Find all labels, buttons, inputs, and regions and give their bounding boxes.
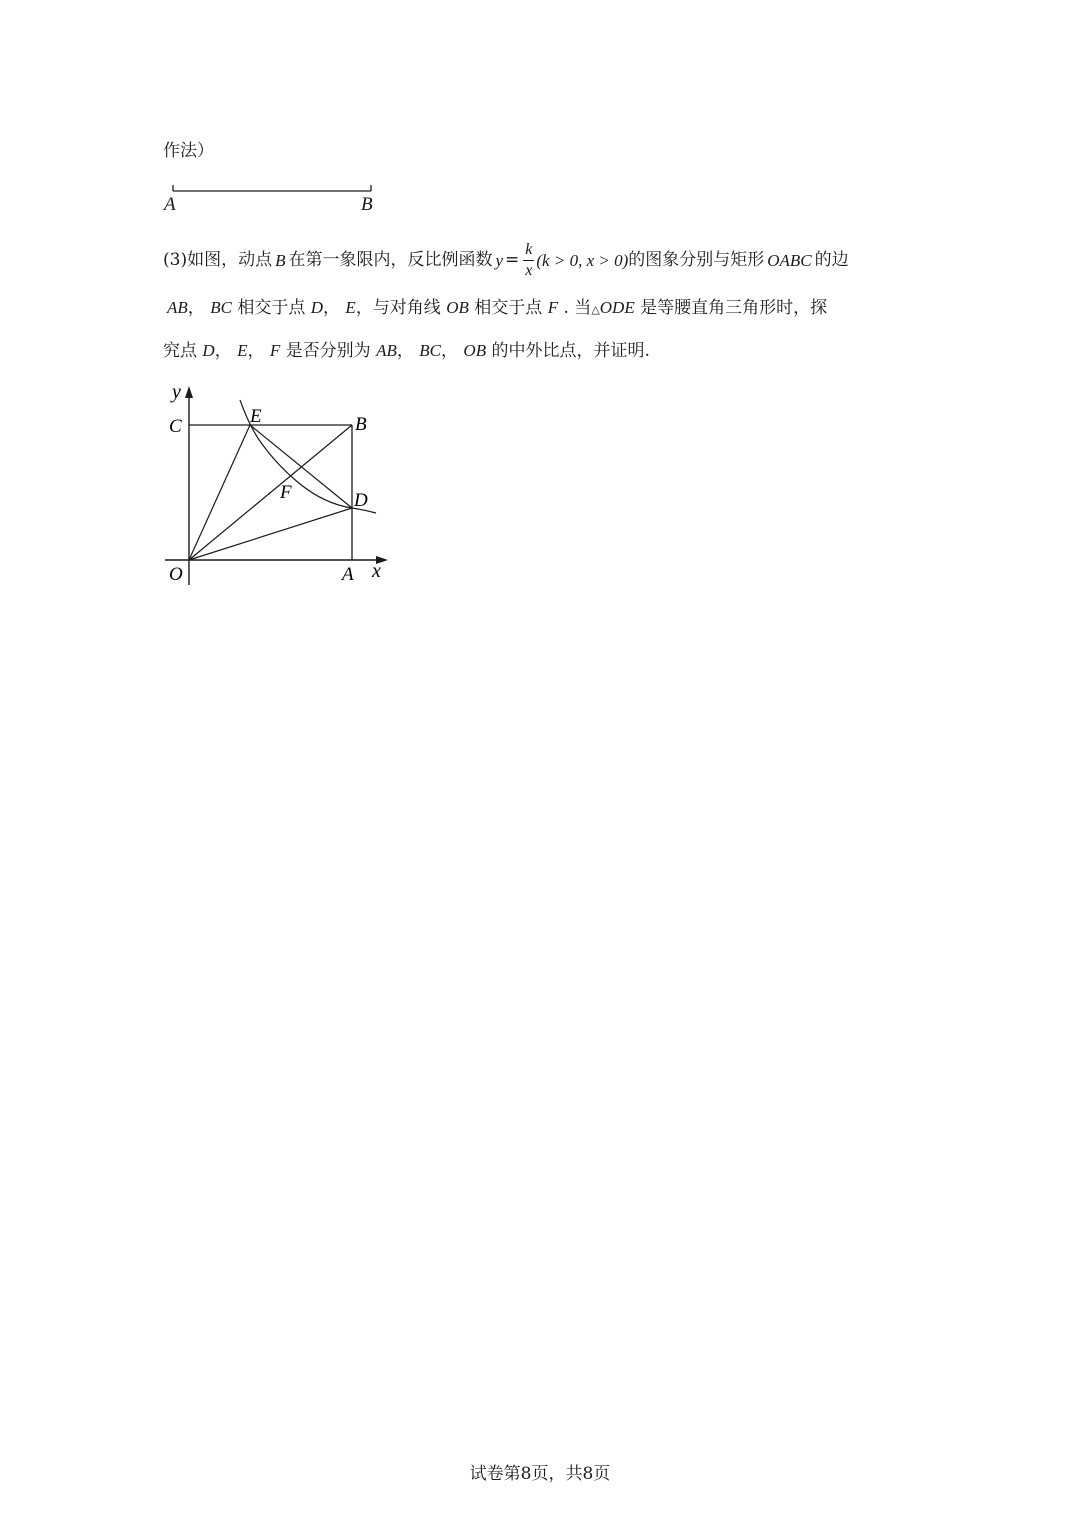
q3-l2-text-d: . 当 [563,298,592,318]
q3-eq: = [505,249,520,270]
label-f: F [280,482,292,503]
q3-text-b: 的图象分别与矩形 [628,249,765,270]
segment-ab-figure [160,180,390,216]
q3-l3-ob: OB [463,341,487,360]
question3-line3 [163,342,650,360]
q3-l3-ab: AB [376,341,397,360]
q3-text-a: 在第一象限内，反比例函数 [288,249,493,270]
label-y: y [172,381,181,403]
y-axis-arrow [185,386,193,398]
question3-line1 [163,238,849,282]
label-o: O [169,564,183,585]
q3-rect-name: OABC [767,250,812,270]
top-text: 作法） [163,141,214,161]
q3-l2-sep1: ， [187,298,205,318]
q3-l3-text-b: 是否分别为 [285,341,371,361]
page-footer: 试卷第8页，共8页 [469,1464,611,1484]
q3-l2-text-c: 相交于点 [474,298,543,318]
q3-l2-ab: AB [167,298,188,317]
q3-l2-triangle: △ [591,303,600,316]
q3-text-c: 的边 [814,249,849,270]
q3-l3-sep1: ， [214,341,232,361]
label-x: x [372,560,381,582]
label-c: C [169,416,182,437]
q3-condition: (k > 0, x > 0) [536,250,629,270]
q3-l2-f: F [547,298,559,317]
q3-l3-d: D [202,341,215,360]
q3-l3-sep2: ， [247,341,265,361]
label-e: E [250,406,262,427]
q3-l3-bc: BC [419,341,442,360]
q3-l2-text-b: ，与对角线 [355,298,441,318]
q3-l3-e: E [237,341,248,360]
label-a: A [342,564,354,585]
q3-l2-sep2: ， [323,298,341,318]
question3-line2 [167,299,827,317]
q3-func-y: y [495,250,504,270]
q3-l3-f: F [269,341,281,360]
q3-l2-d: D [310,298,324,317]
segment-label-b: B [361,194,373,215]
q3-l3-text-a: 究点 [163,341,197,361]
q3-l2-e: E [345,298,356,317]
q3-l2-text-e: 是等腰直角三角形时，探 [640,298,828,318]
segment-oe [189,425,250,560]
q3-frac-den: x [525,261,533,279]
label-d: D [354,490,368,511]
geometry-figure [160,380,400,595]
label-b: B [355,414,367,435]
q3-l2-bc: BC [210,298,232,317]
q3-frac-num: k [523,242,534,261]
segment-ob [189,425,352,560]
segment-od [189,508,352,560]
q3-l2-ode: ODE [599,298,635,317]
q3-prefix: (3)如图，动点 [163,249,273,270]
q3-l3-sep3: ， [396,341,414,361]
segment-label-a: A [164,194,176,215]
q3-l3-sep4: ， [441,341,459,361]
q3-fraction [523,242,534,279]
q3-l3-text-c: 的中外比点，并证明. [491,341,650,361]
q3-l2-ob: OB [446,298,469,317]
q3-l2-text-a: 相交于点 [237,298,306,318]
q3-point-b: B [275,250,286,270]
